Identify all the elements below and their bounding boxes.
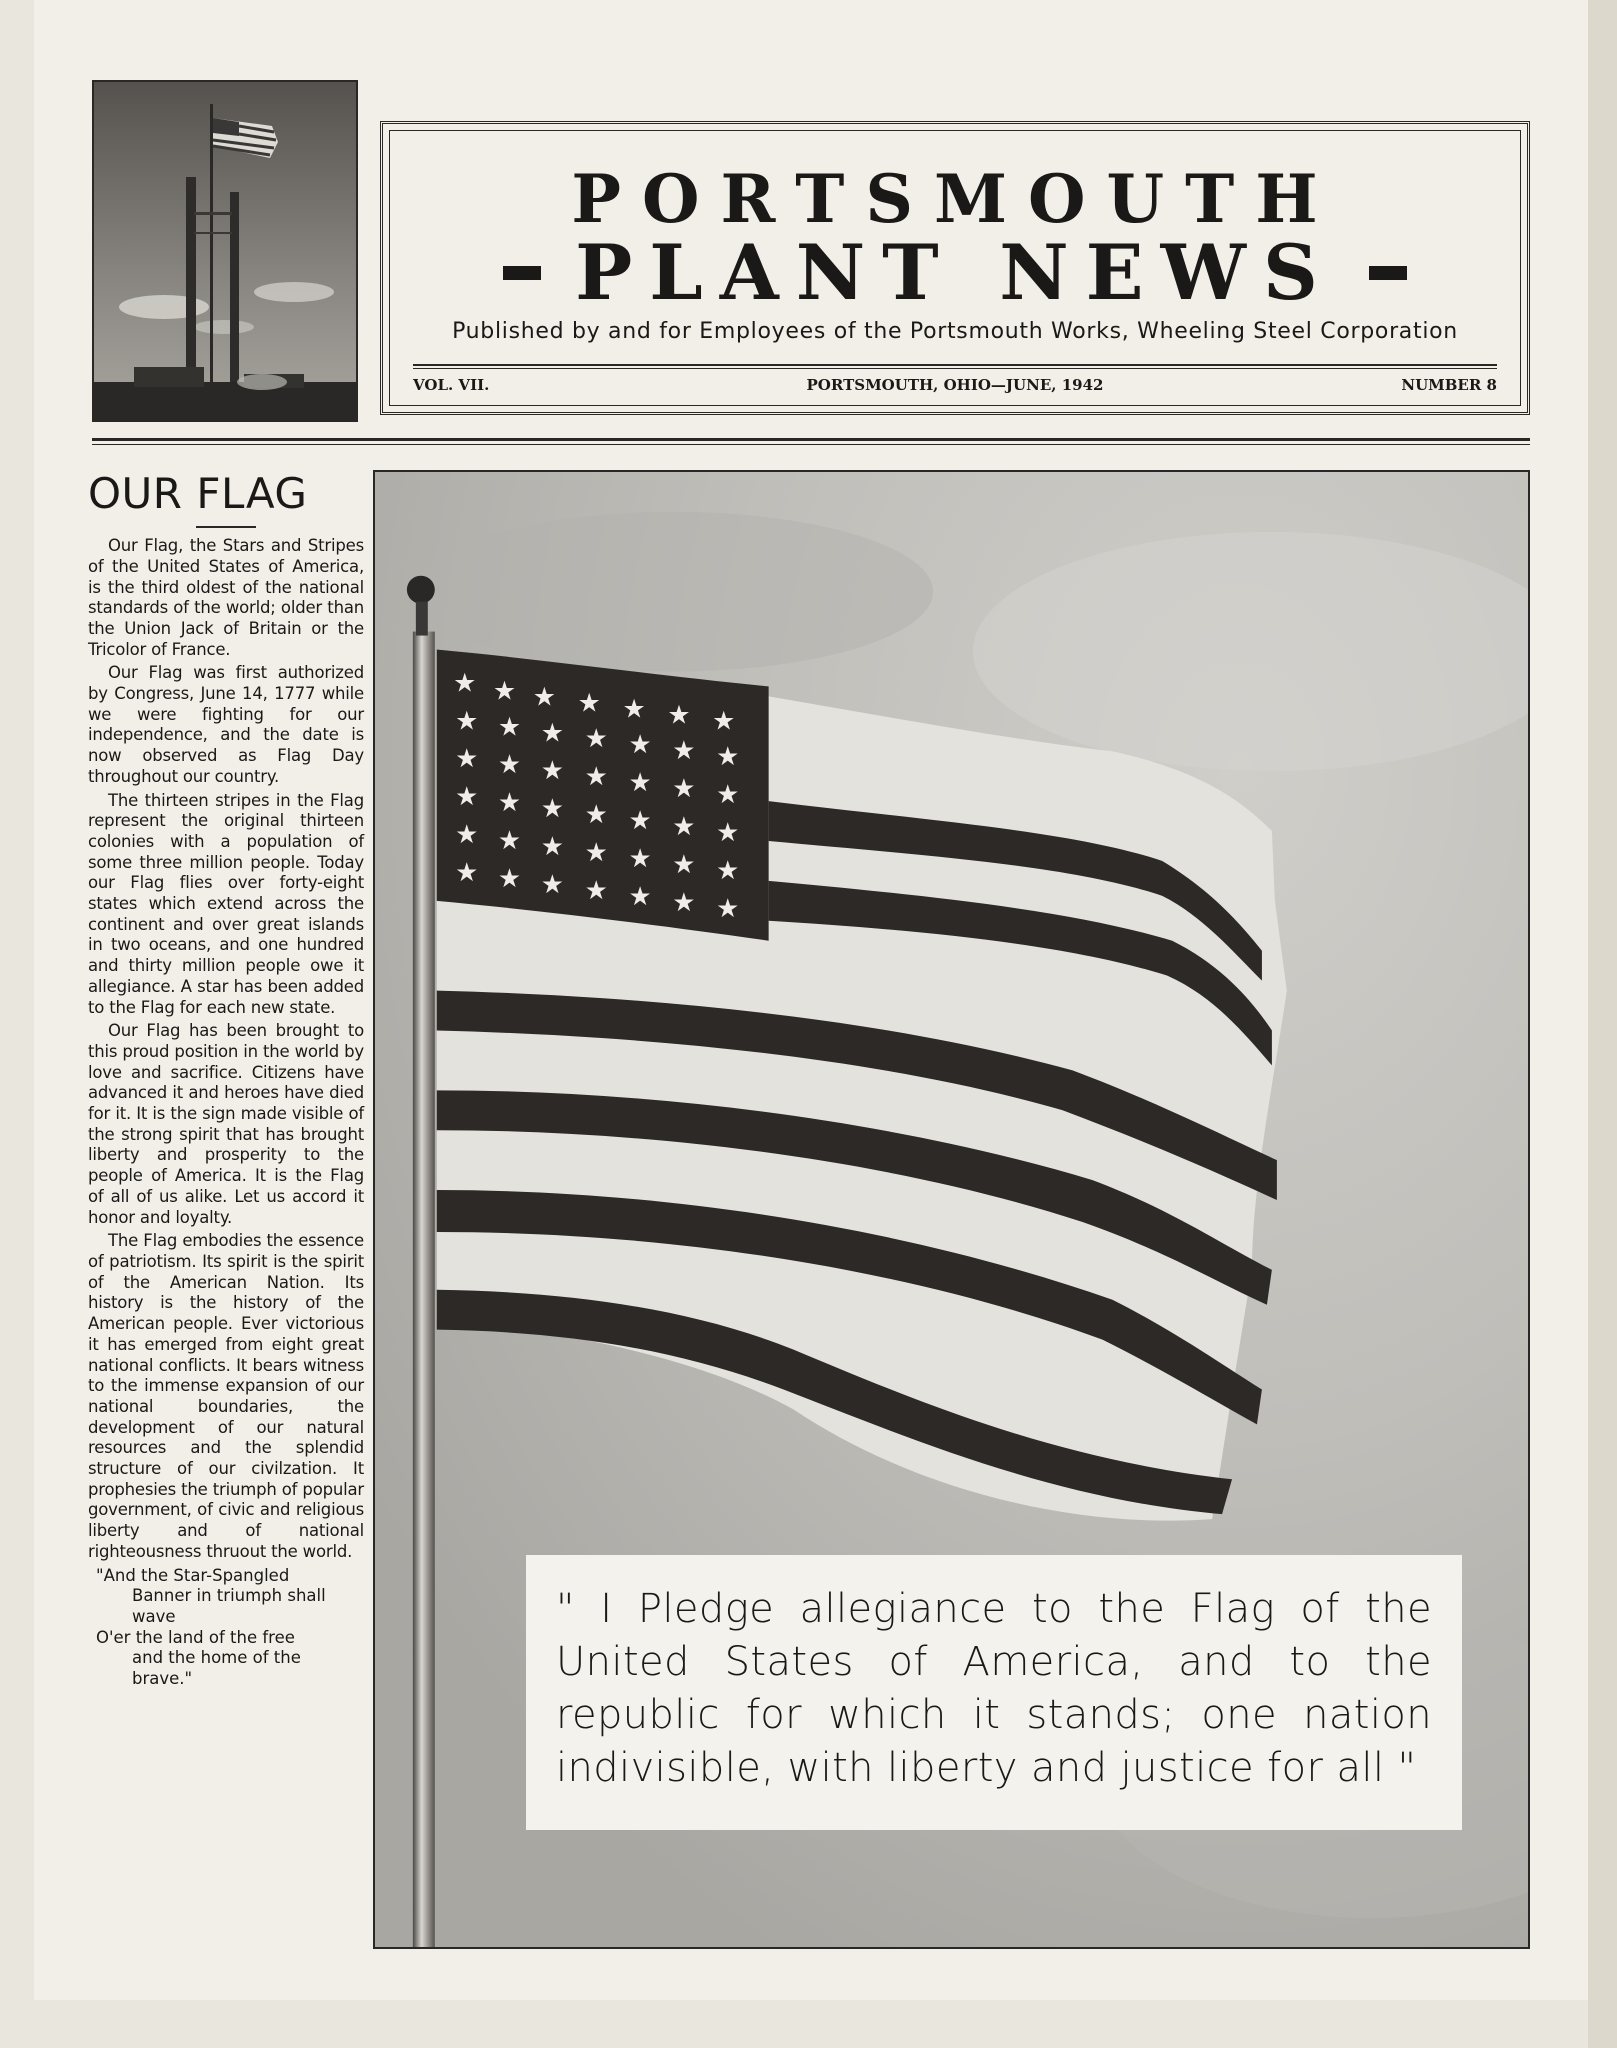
masthead	[380, 121, 1530, 415]
svg-text:★: ★	[497, 863, 522, 894]
svg-text:★: ★	[584, 762, 608, 793]
masthead-title-line2	[383, 228, 1527, 317]
svg-text:★: ★	[628, 843, 652, 874]
masthead-title-line1: PORTSMOUTH	[571, 160, 1339, 238]
anthem-verse	[88, 1566, 364, 1690]
svg-text:★: ★	[453, 668, 477, 699]
masthead-rule-thin	[413, 368, 1497, 369]
right-dash	[1369, 266, 1407, 280]
svg-text:★: ★	[455, 857, 479, 888]
svg-text:★: ★	[455, 782, 479, 813]
pledge-box	[526, 1555, 1462, 1830]
svg-text:★: ★	[628, 806, 652, 837]
svg-text:★: ★	[497, 750, 522, 781]
page-edge	[1588, 0, 1617, 2048]
title-rule	[196, 526, 256, 528]
svg-text:★: ★	[455, 819, 479, 850]
article-paragraph: The thirteen stripes in the Flag represent the original thirteen colonies with a population of some three million people. Today our Flag flies over forty-eight states which extend across the continent and over great islands in two oceans, and one hundred and thirty million people owe it allegiance. A star has been added to the Flag for each new state.	[88, 790, 364, 1017]
svg-text:★: ★	[584, 837, 608, 868]
svg-text:★: ★	[540, 718, 564, 749]
svg-text:★: ★	[455, 706, 479, 737]
svg-text:★: ★	[584, 800, 608, 831]
svg-text:★: ★	[577, 688, 601, 719]
svg-text:★: ★	[716, 742, 740, 773]
smokestack-photo	[92, 80, 358, 422]
masthead-info-bar	[413, 376, 1497, 398]
svg-text:★: ★	[672, 736, 696, 767]
article-title: OUR FLAG	[88, 469, 308, 518]
svg-text:★: ★	[712, 706, 736, 737]
svg-text:★: ★	[672, 849, 696, 880]
svg-text:★: ★	[455, 744, 479, 775]
svg-text:★: ★	[540, 756, 564, 787]
verse-line: O'er the land of the free	[96, 1627, 295, 1647]
svg-text:★: ★	[672, 812, 696, 843]
svg-text:★: ★	[628, 730, 652, 761]
article-paragraph: The Flag embodies the essence of patriotism. Its spirit is the spirit of the American Nation. Its history is the history of the American people. Ever victorious it has emerged from eight great national conflicts. It bears witness to the immense expansion of our national boundaries, the development of our natural resources and the splendid structure of our civilzation. It prophesies the triumph of popular government, of civic and religious liberty and of national righteousness thruout the world.	[88, 1231, 364, 1561]
masthead-rule	[413, 364, 1497, 366]
verse-line: Banner in triumph shall wave	[132, 1586, 326, 1626]
dateline: PORTSMOUTH, OHIO—JUNE, 1942	[806, 376, 1104, 394]
svg-text:★: ★	[497, 825, 522, 856]
svg-text:★: ★	[716, 893, 740, 924]
svg-text:★: ★	[540, 869, 564, 900]
article-our-flag	[88, 469, 364, 1690]
svg-text:★: ★	[497, 788, 522, 819]
svg-text:★: ★	[672, 887, 696, 918]
article-paragraph: Our Flag was first authorized by Congress, June 14, 1777 while we were fighting for our independence, and the date is now observed as Flag Day throughout our country.	[88, 663, 364, 786]
verse-line: and the home of the brave."	[132, 1648, 301, 1689]
volume-label: VOL. VII.	[413, 376, 490, 394]
svg-text:★: ★	[532, 682, 557, 713]
svg-text:★: ★	[628, 881, 652, 912]
svg-text:★: ★	[540, 831, 564, 862]
masthead-subtitle: Published by and for Employees of the Portsmouth Works, Wheeling Steel Corporation	[452, 319, 1458, 344]
svg-text:★: ★	[492, 676, 517, 707]
svg-text:★: ★	[672, 774, 696, 805]
left-dash	[503, 266, 541, 280]
svg-text:★: ★	[622, 694, 646, 725]
svg-text:★: ★	[540, 794, 564, 825]
verse-line: "And the Star-Spangled	[96, 1565, 290, 1585]
svg-text:★: ★	[716, 780, 740, 811]
masthead-title-line2-text: PLANT NEWS	[575, 228, 1335, 317]
article-paragraph: Our Flag, the Stars and Stripes of the United States of America, is the third oldest of the national standards of the world; older than the Union Jack of Britain or the Tricolor of France.	[88, 536, 364, 659]
svg-text:★: ★	[716, 817, 740, 849]
svg-text:★: ★	[628, 768, 652, 799]
article-paragraph: Our Flag has been brought to this proud position in the world by love and sacrifice. Citizens have advanced it and heroes have died for it. It is the sign made visible of the strong spirit that has brought liberty and prosperity to the people of America. It is the Flag of all of us alike. Let us accord it honor and loyalty.	[88, 1021, 364, 1227]
pledge-text: " I Pledge allegiance to the Flag of the United States of America, and to the republic for which it stands; one nation indivisible, with liberty and justice for all "	[556, 1586, 1432, 1791]
issue-number: NUMBER 8	[1401, 376, 1497, 394]
svg-text:★: ★	[584, 724, 608, 755]
svg-text:★: ★	[716, 855, 740, 886]
svg-text:★: ★	[497, 712, 522, 743]
section-rule-thin	[92, 444, 1530, 445]
svg-text:★: ★	[667, 700, 691, 731]
section-rule	[92, 438, 1530, 441]
svg-text:★: ★	[584, 875, 608, 906]
